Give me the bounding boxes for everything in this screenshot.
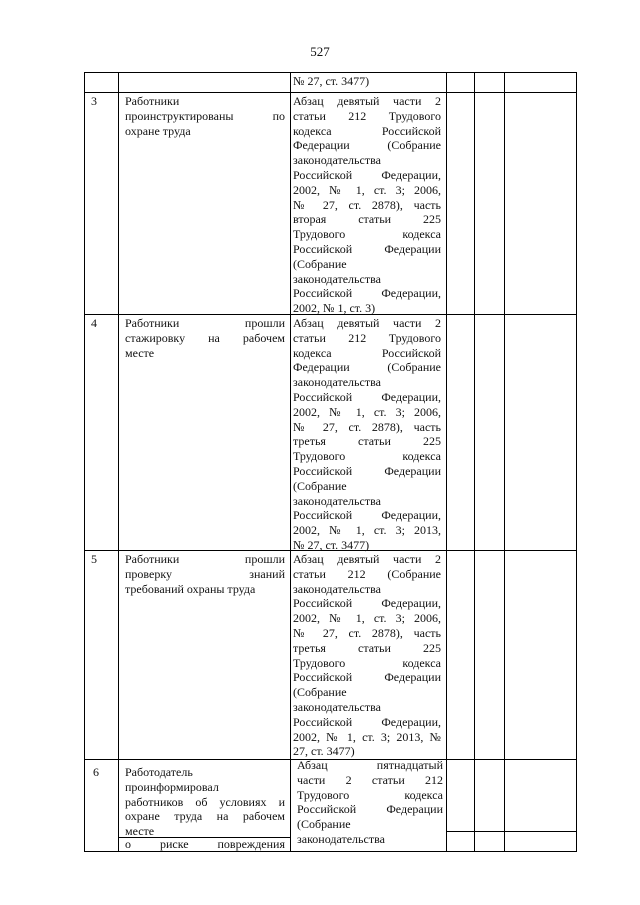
table-rule [504, 72, 505, 852]
requirement-line: стажировку на рабочем [125, 330, 285, 345]
law-line: третья статьи 225 [293, 640, 441, 655]
requirement-line: месте [125, 824, 155, 839]
requirement-cell [125, 552, 285, 596]
law-line: (Собрание [293, 256, 347, 271]
requirement-cell [125, 316, 285, 360]
law-line: Трудового кодекса [293, 655, 441, 670]
law-line: № 27, ст. 3477) [293, 537, 370, 552]
law-line: 2002, № 1, ст. 3; 2006, [293, 182, 441, 197]
table-rule [84, 72, 85, 852]
law-line: законодательства [293, 493, 381, 508]
law-line: законодательства [293, 153, 381, 168]
row-number: 5 [91, 552, 97, 566]
law-line: статьи 212 (Собрание [293, 566, 441, 581]
table-rule [446, 72, 447, 852]
requirement-line: проинформировал [125, 779, 219, 794]
law-line: статьи 212 Трудового [293, 108, 441, 123]
law-line: (Собрание [297, 817, 351, 832]
law-line: Федерации (Собрание [293, 360, 441, 375]
table-rule [576, 72, 577, 852]
requirement-line: требований охраны труда [125, 581, 256, 596]
law-line: № 27, ст. 2878), часть [293, 625, 441, 640]
law-line: Федерации (Собрание [293, 138, 441, 153]
table-rule [118, 72, 119, 852]
law-line: № 27, ст. 2878), часть [293, 197, 441, 212]
law-line: законодательства [293, 581, 381, 596]
requirement-line: проверку знаний [125, 566, 285, 581]
requirement-line: Работодатель [125, 765, 193, 779]
requirement-cell [125, 765, 285, 839]
table-rule [290, 72, 291, 852]
requirement-line: охране труда на рабочем [125, 809, 285, 824]
law-line: кодекса Российской [293, 123, 441, 138]
table-rule [446, 831, 576, 832]
requirement-line: Работники прошли [125, 552, 285, 566]
row-number: 3 [91, 94, 97, 108]
law-line: третья статьи 225 [293, 434, 441, 449]
law-line: Российской Федерации [293, 670, 441, 685]
law-line: Российской Федерации [297, 802, 443, 817]
law-line: 2002, № 1, ст. 3; 2013, [293, 523, 441, 538]
law-line: № 27, ст. 2878), часть [293, 419, 441, 434]
law-line: Российской Федерации, [293, 596, 441, 611]
law-line: Российской Федерации, [293, 167, 441, 182]
law-line: законодательства [293, 271, 381, 286]
law-line: 2002, № 1, ст. 3) [293, 301, 376, 316]
law-line: Российской Федерации, [293, 714, 441, 729]
law-line: 2002, № 1, ст. 3; 2013, № [293, 729, 441, 744]
law-line: Трудового кодекса [293, 449, 441, 464]
law-line: Российской Федерации [293, 463, 441, 478]
requirement-cell [125, 94, 285, 138]
law-line: Трудового кодекса [297, 787, 443, 802]
law-line: 2002, № 1, ст. 3; 2006, [293, 404, 441, 419]
law-line: статьи 212 Трудового [293, 330, 441, 345]
requirement-line: о риске повреждения [125, 837, 285, 851]
continuation-law-cell [293, 74, 443, 89]
law-reference-cell [297, 758, 443, 847]
law-line: Абзац девятый части 2 [293, 552, 441, 566]
requirement-line: месте [125, 345, 155, 360]
law-line: законодательства [293, 699, 381, 714]
law-line: законодательства [297, 831, 385, 846]
row-number: 4 [91, 316, 97, 330]
law-line: законодательства [293, 375, 381, 390]
law-line: (Собрание [293, 478, 347, 493]
law-line: Абзац девятый части 2 [293, 316, 441, 330]
law-line: 27, ст. 3477) [293, 744, 355, 759]
law-line: (Собрание [293, 685, 347, 700]
requirement-subcell [125, 837, 285, 852]
law-reference-cell [293, 316, 441, 553]
law-line: кодекса Российской [293, 345, 441, 360]
page-number: 527 [310, 44, 330, 59]
law-line: Трудового кодекса [293, 227, 441, 242]
law-line: Российской Федерации, [293, 286, 441, 301]
requirement-line: Работники прошли [125, 316, 285, 330]
law-line: 2002, № 1, ст. 3; 2006, [293, 611, 441, 626]
requirement-line: охране труда [125, 123, 191, 138]
table-rule [84, 92, 576, 93]
table-rule [84, 72, 576, 73]
requirement-line: Работники [125, 94, 180, 108]
requirement-line: проинструктированы по [125, 108, 285, 123]
requirement-line: работников об условиях и [125, 794, 285, 809]
law-reference-cell [293, 552, 441, 759]
law-line: Абзац пятнадцатый [297, 758, 443, 772]
row-number: 6 [93, 765, 99, 779]
law-line: Абзац девятый части 2 [293, 94, 441, 108]
law-line: Российской Федерации, [293, 508, 441, 523]
law-reference-cell [293, 94, 441, 316]
law-line: Российской Федерации [293, 241, 441, 256]
law-line: Российской Федерации, [293, 389, 441, 404]
law-line: № 27, ст. 3477) [293, 74, 370, 88]
law-line: части 2 статьи 212 [297, 772, 443, 787]
law-line: вторая статьи 225 [293, 212, 441, 227]
table-rule [474, 72, 475, 852]
